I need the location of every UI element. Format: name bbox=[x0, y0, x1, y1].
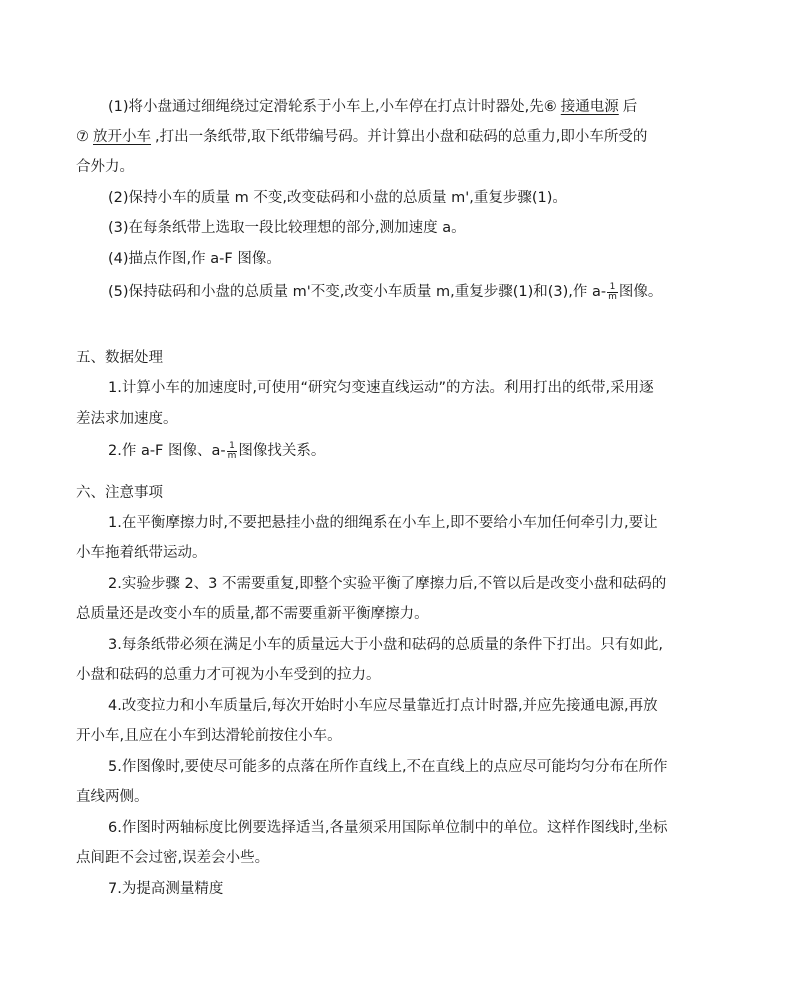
data-para-2-text: 2.作 a-F 图像、a- bbox=[108, 443, 226, 459]
blank-answer-6: 接通电源 bbox=[560, 99, 619, 115]
note-4-line-2 bbox=[76, 726, 726, 746]
section-title-text: 五、数据处理 bbox=[76, 350, 163, 366]
note-1-text-end: 小车拖着纸带运动。 bbox=[76, 545, 207, 561]
fraction-one-over-m bbox=[607, 283, 618, 302]
step-1-text-cont: ,打出一条纸带,取下纸带编号码。并计算出小盘和砝码的总重力,即小车所受的 bbox=[155, 129, 648, 145]
step-1-text: (1)将小盘通过细绳绕过定滑轮系于小车上,小车停在打点计时器处,先⑥ bbox=[108, 99, 557, 115]
data-para-2-text-end: 图像找关系。 bbox=[238, 443, 326, 459]
step-1-line-2 bbox=[76, 127, 726, 147]
step-4 bbox=[108, 249, 758, 269]
note-7 bbox=[108, 879, 758, 899]
note-5-text-end: 直线两侧。 bbox=[76, 789, 149, 805]
note-2-text: 2.实验步骤 2、3 不需要重复,即整个实验平衡了摩擦力后,不管以后是改变小盘和砝码的 bbox=[108, 576, 667, 592]
note-5-text: 5.作图像时,要使尽可能多的点落在所作直线上,不在直线上的点应尽可能均匀分布在所作 bbox=[108, 759, 668, 775]
note-5-line-2 bbox=[76, 787, 726, 807]
step-1-text-end: 合外力。 bbox=[76, 159, 134, 175]
note-4-line-1 bbox=[108, 696, 758, 716]
step-1-line-1 bbox=[108, 97, 758, 117]
data-para-1-text: 1.计算小车的加速度时,可使用“研究匀变速直线运动”的方法。利用打出的纸带,采用逐 bbox=[108, 380, 654, 396]
fraction-numerator: 1 bbox=[227, 442, 238, 452]
data-para-1-line-1 bbox=[108, 378, 758, 398]
step-1-line-3 bbox=[76, 157, 726, 177]
data-para-1-text-end: 差法求加速度。 bbox=[76, 411, 178, 427]
data-para-2 bbox=[108, 441, 758, 461]
fraction-denominator: m bbox=[608, 291, 617, 302]
note-6-text-end: 点间距不会过密,误差会小些。 bbox=[76, 850, 270, 866]
note-1-line-1 bbox=[108, 513, 758, 533]
note-3-line-1 bbox=[108, 635, 758, 655]
blank-answer-7: 放开小车 bbox=[93, 129, 151, 145]
fraction-numerator: 1 bbox=[607, 283, 618, 293]
step-2 bbox=[108, 188, 758, 208]
fraction-denominator: m bbox=[227, 450, 237, 461]
step-2-text: (2)保持小车的质量 m 不变,改变砝码和小盘的总质量 m',重复步骤(1)。 bbox=[108, 190, 567, 206]
step-3 bbox=[108, 218, 758, 238]
step-3-text: (3)在每条纸带上选取一段比较理想的部分,测加速度 a。 bbox=[108, 220, 466, 236]
section-title-data bbox=[76, 348, 726, 368]
fraction-one-over-m bbox=[227, 442, 238, 461]
note-1-line-2 bbox=[76, 543, 726, 563]
step-5-text: (5)保持砝码和小盘的总质量 m'不变,改变小车质量 m,重复步骤(1)和(3),作 a- bbox=[108, 284, 607, 300]
note-4-text: 4.改变拉力和小车质量后,每次开始时小车应尽量靠近打点计时器,并应先接通电源,再放 bbox=[108, 698, 658, 714]
note-7-text: 7.为提高测量精度 bbox=[108, 881, 224, 897]
section-title-notes bbox=[76, 483, 726, 503]
step-5-text-end: 图像。 bbox=[618, 284, 663, 300]
data-para-1-line-2 bbox=[76, 409, 726, 429]
section-title-text: 六、注意事项 bbox=[76, 485, 163, 501]
step-5 bbox=[108, 282, 758, 302]
note-6-text: 6.作图时两轴标度比例要选择适当,各量须采用国际单位制中的单位。这样作图线时,坐标 bbox=[108, 820, 668, 836]
note-6-line-2 bbox=[76, 848, 726, 868]
note-3-line-2 bbox=[76, 665, 726, 685]
note-5-line-1 bbox=[108, 757, 758, 777]
note-4-text-end: 开小车,且应在小车到达滑轮前按住小车。 bbox=[76, 728, 342, 744]
note-2-line-1 bbox=[108, 574, 758, 594]
note-2-text-end: 总质量还是改变小车的质量,都不需要重新平衡摩擦力。 bbox=[76, 606, 429, 622]
note-3-text: 3.每条纸带必须在满足小车的质量远大于小盘和砝码的总质量的条件下打出。只有如此, bbox=[108, 637, 663, 653]
note-1-text: 1.在平衡摩擦力时,不要把悬挂小盘的细绳系在小车上,即不要给小车加任何牵引力,要让 bbox=[108, 515, 658, 531]
note-3-text-end: 小盘和砝码的总重力才可视为小车受到的拉力。 bbox=[76, 667, 381, 683]
note-2-line-2 bbox=[76, 604, 726, 624]
blank-marker-7: ⑦ bbox=[76, 129, 89, 145]
note-6-line-1 bbox=[108, 818, 758, 838]
step-4-text: (4)描点作图,作 a-F 图像。 bbox=[108, 251, 281, 267]
step-1-text-after: 后 bbox=[622, 99, 638, 115]
